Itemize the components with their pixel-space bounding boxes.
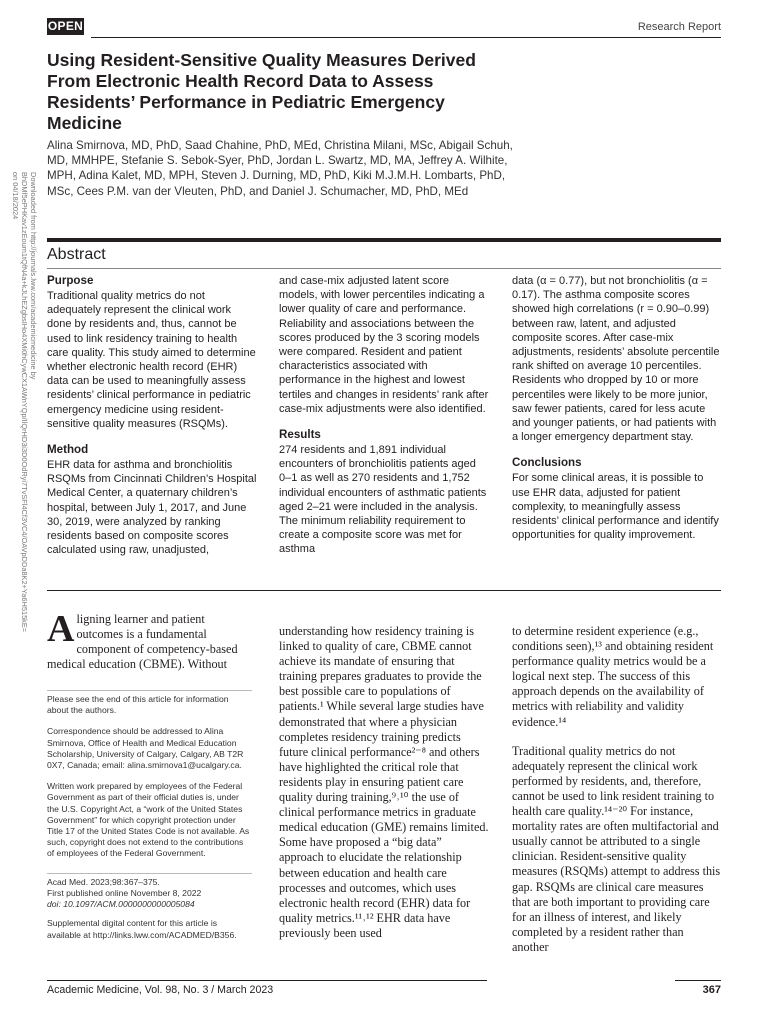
abstract-column-2	[279, 274, 489, 569]
results-text-continued: data (α = 0.77), but not bronchiolitis (α = 0.17). The asthma composite scores showed high correlations (r = 0.90–0.99) between raw, latent, and adjusted composite scores. After case-mix adjustments, residents’ absolute percentile rank shifted on average 10 percentiles. Residents who dropped by 10 or more percentiles were likely to be more junior, saw fewer patients, cared for less acute and younger patients, or had patients with a longer emergency department stay.	[512, 275, 720, 444]
abstract-bottom-rule	[47, 590, 721, 591]
citation-rule	[47, 873, 252, 874]
purpose-heading: Purpose	[47, 274, 94, 287]
copyright-note: Written work prepared by employees of the Federal Government as part of their official duties is, under the U.S. Copyright Act, a “work of the United States Government” for which copyright protection under Title 17 of the United States Code is not available. As such, copyright does not extend to the contributions of employees of the Federal Government.	[47, 781, 250, 859]
article-type-label: Research Report	[637, 21, 721, 33]
article-notes	[47, 694, 252, 870]
method-text-continued: and case-mix adjusted latent score models, with lower percentiles indicating a lower quality of care and performance. Reliability and associations between the scores produced by the 3 scoring models were compared. Resident and patient characteristics associated with performance in the highest and lowest tertiles and changes in residents’ rank after case-mix adjustments were also identified.	[279, 275, 489, 415]
body-paragraph: to determine resident experience (e.g., conditions seen),¹³ and obtaining resident performance quality metrics would be a logical next step. The success of this approach depends on the availability of metrics with reliability and validity evidence.¹⁴	[512, 624, 714, 729]
body-paragraph: understanding how residency training is linked to quality of care, CBME cannot achieve its mandate of ensuring that training prepares graduates to provide the best possible care to populations of patients.¹ While several large studies have demonstrated that where a physician completes residency training predicts future clinical performance²⁻⁸ and others have highlighted the critical role that residents play in ensuring patient care quality during training,⁹˒¹⁰ the use of clinical performance metrics in graduate medical education (GME) remains limited. Some have proposed a “big data” approach to elucidate the relationship between education and health care processes and outcomes, which uses electronic health record (EHR) data for quality metrics.¹¹˒¹² EHR data have previously been used	[279, 624, 489, 940]
abstract-column-1	[47, 274, 257, 569]
download-watermark-text: Downloaded from http://journals.lww.com/academicmedicine by BhDMf5ePHKav1zEoum1tQfN4a+kJLhEZgbsIHo4XMi0hCywCX1AWnYQp/IlQrHD3i3D0OdRyi7TvSFl4Cf3VC4/OAVpDDa8K2+Ya6H515kE= on 04/18/2024	[11, 172, 38, 633]
abstract-heading: Abstract	[47, 246, 106, 263]
body-paragraph: Traditional quality metrics do not adequately represent the clinical work performed by residents, and, therefore, cannot be used to link resident training to health care quality.¹⁴⁻²⁰ For instance, mortality rates are often multifactorial and usually cannot be attributed to a single clinician. Resident-sensitive quality measures (RSQMs) attempt to address this gap. RSQMs are clinical care measures that are both important to providing care for an illness of interest, and likely completed by a resident rather than another	[512, 743, 721, 954]
body-column-3	[512, 624, 722, 969]
download-watermark	[10, 172, 40, 632]
affiliations-note: Please see the end of this article for information about the authors.	[47, 694, 229, 716]
abstract-heading-rule	[47, 268, 721, 269]
citation-block	[47, 877, 252, 951]
conclusions-text: For some clinical areas, it is possible to use EHR data, adjusted for patient complexity, to meaningfully assess residents’ clinical performance and identify opportunities for quality improvement.	[512, 472, 719, 542]
intro-paragraph	[47, 608, 249, 672]
method-heading: Method	[47, 443, 89, 457]
purpose-text: Traditional quality metrics do not adequately represent the clinical work done by residents and, thus, cannot be used to link residency training to health care quality. This study aimed to determine whether electronic health record (EHR) data can be used to meaningfully assess residents’ clinical performance in pediatric emergency medicine using resident-sensitive quality measures (RSQMs).	[47, 290, 256, 430]
footer-rule	[47, 980, 487, 981]
abstract-column-3	[512, 274, 722, 554]
citation: Acad Med. 2023;98:367–375.	[47, 877, 160, 887]
intro-text: ligning learner and patient outcomes is a fundamental component of competency-based medical education (CBME). Without	[47, 612, 238, 671]
method-text: EHR data for asthma and bronchiolitis RSQMs from Cincinnati Children’s Hospital Medical Center, a quaternary children’s hospital, between July 1, 2017, and June 30, 2019, were analyzed by ranking residents based on composite scores calculated using raw, unadjusted,	[47, 459, 257, 557]
journal-footer: Academic Medicine, Vol. 98, No. 3 / March 2023	[47, 984, 274, 996]
results-text: 274 residents and 1,891 individual encounters of bronchiolitis patients aged 0–1 as well as 270 residents and 1,752 individual encounters of asthmatic patients aged 2–21 were included in the analysis. The minimum reliability requirement to create a composite score was met for asthma	[279, 444, 487, 556]
first-published: First published online November 8, 2022	[47, 888, 202, 898]
doi: doi: 10.1097/ACM.0000000000005084	[47, 899, 195, 910]
notes-rule	[47, 690, 252, 691]
footer-rule-right	[675, 980, 721, 981]
page-number: 367	[702, 984, 721, 996]
drop-cap: A	[47, 608, 75, 650]
correspondence-note: Correspondence should be addressed to Alina Smirnova, Office of Health and Medical Education Scholarship, University of Calgary, Calgary, AB T2R 0X7, Canada; email: alina.smirnova1@ucalgary.ca.	[47, 726, 244, 771]
body-column-2	[279, 624, 489, 955]
article-title: Using Resident-Sensitive Quality Measures Derived From Electronic Health Record Data to Assess Residents’ Performance in Pediatric Emergency Medicine	[47, 50, 476, 133]
author-list: Alina Smirnova, MD, PhD, Saad Chahine, PhD, MEd, Christina Milani, MSc, Abigail Schuh, MD, MMHPE, Stefanie S. Sebok-Syer, PhD, Jordan L. Swartz, MD, MA, Jeffrey A. Wilhite, MPH, Adina Kalet, MD, MPH, Steven J. Durning, MD, PhD, Kiki M.J.M.H. Lombarts, PhD, MSc, Cees P.M. van der Vleuten, PhD, and Daniel J. Schumacher, MD, PhD, MEd	[47, 139, 513, 198]
open-access-badge: OPEN	[47, 19, 84, 33]
body-column-1	[47, 608, 249, 672]
abstract-top-rule	[47, 238, 721, 242]
conclusions-heading: Conclusions	[512, 456, 582, 470]
results-heading: Results	[279, 428, 321, 442]
header-rule	[91, 37, 721, 38]
supplemental-note: Supplemental digital content for this article is available at http://links.lww.com/ACADMED/B356.	[47, 918, 237, 940]
